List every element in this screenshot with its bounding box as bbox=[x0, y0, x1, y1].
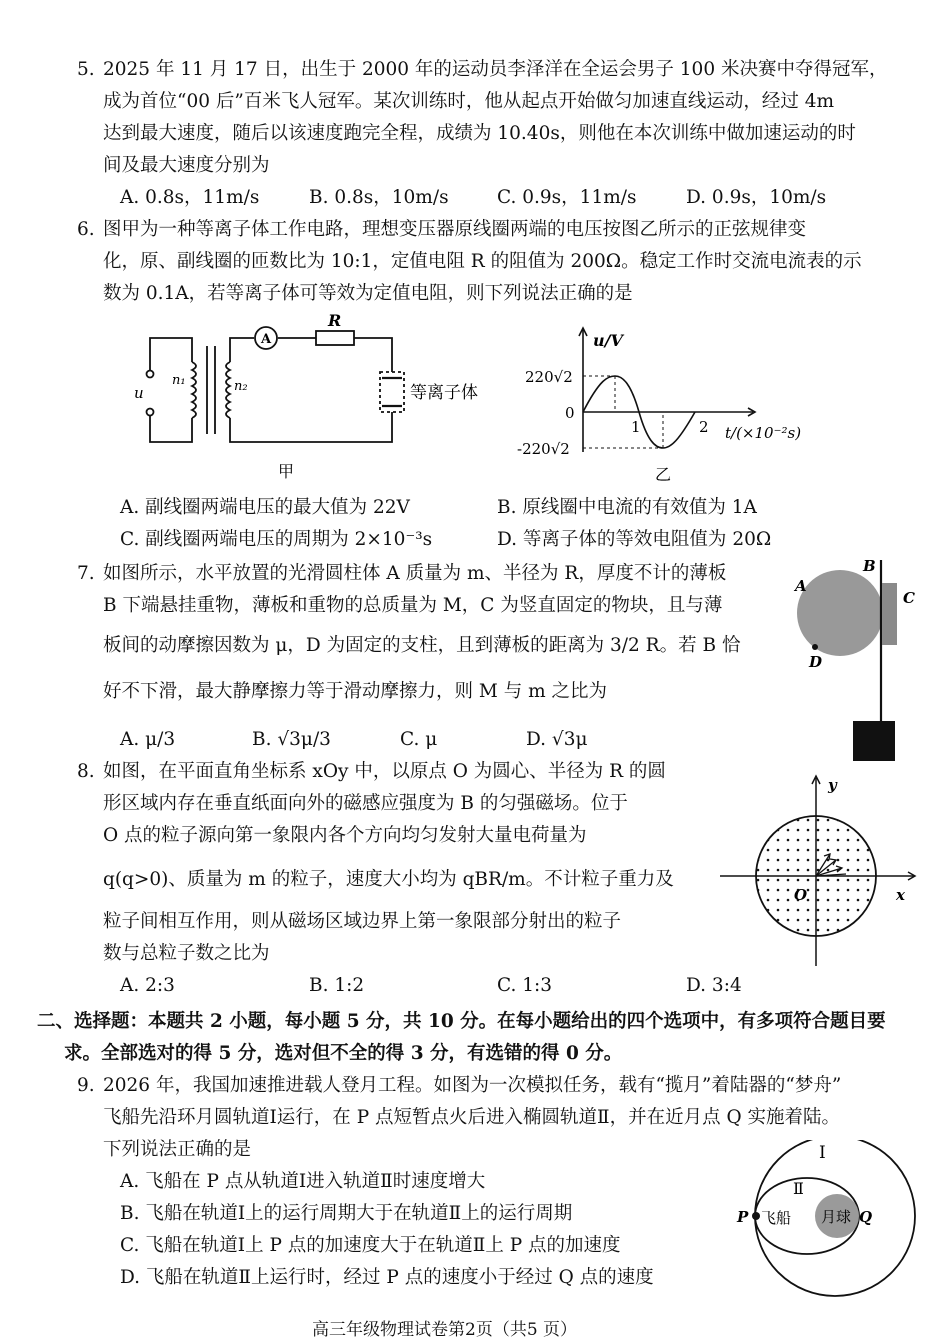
field-dot bbox=[817, 849, 820, 852]
field-dot bbox=[767, 859, 770, 862]
field-dot bbox=[867, 869, 870, 872]
field-dot bbox=[867, 889, 870, 892]
field-dot bbox=[777, 839, 780, 842]
resistor-label: R bbox=[328, 312, 342, 330]
field-dot bbox=[797, 849, 800, 852]
field-dot bbox=[807, 889, 810, 892]
field-dot bbox=[817, 819, 820, 822]
field-dot bbox=[807, 849, 810, 852]
field-dot bbox=[877, 889, 880, 892]
q8-line-5: 粒子间相互作用，则从磁场区域边界上第一象限部分射出的粒子 bbox=[103, 911, 622, 932]
field-dot bbox=[797, 879, 800, 882]
field-dot bbox=[767, 849, 770, 852]
field-dot bbox=[847, 839, 850, 842]
n1-label: n₁ bbox=[172, 373, 186, 388]
field-dot bbox=[857, 889, 860, 892]
field-dot bbox=[827, 849, 830, 852]
field-dot bbox=[757, 909, 760, 912]
field-dot bbox=[827, 869, 830, 872]
field-dot bbox=[837, 899, 840, 902]
field-dot bbox=[817, 829, 820, 832]
y-zero-label: 0 bbox=[565, 404, 575, 422]
label-a: A bbox=[795, 577, 807, 595]
x-axis-label: t/(×10⁻²s) bbox=[725, 424, 802, 442]
point-p-label: P bbox=[737, 1208, 749, 1226]
field-dot bbox=[807, 909, 810, 912]
field-dot bbox=[777, 929, 780, 932]
q6-option-c: C. 副线圈两端电压的周期为 2×10⁻³s bbox=[120, 529, 433, 550]
field-dot bbox=[807, 869, 810, 872]
field-dot bbox=[787, 889, 790, 892]
q8-number: 8. bbox=[77, 761, 95, 782]
q9-line-2: 飞船先沿环月圆轨道Ⅰ运行，在 P 点短暂点火后进入椭圆轨道Ⅱ，并在近月点 Q 实施着陆。 bbox=[103, 1107, 841, 1128]
field-dot bbox=[767, 819, 770, 822]
q6-option-d: D. 等离子体的等效电阻值为 20Ω bbox=[497, 529, 772, 550]
field-dot bbox=[837, 889, 840, 892]
q6-option-b: B. 原线圈中电流的有效值为 1A bbox=[497, 497, 757, 518]
field-dot bbox=[787, 839, 790, 842]
label-d: D bbox=[809, 653, 823, 671]
field-dot bbox=[807, 929, 810, 932]
field-dot bbox=[777, 819, 780, 822]
q7-option-c: C. μ bbox=[400, 729, 438, 750]
field-dot bbox=[847, 909, 850, 912]
q6-line-3: 数为 0.1A，若等离子体可等效为定值电阻，则下列说法正确的是 bbox=[103, 283, 633, 304]
section2-line-2: 求。全部选对的得 5 分，选对但不全的得 3 分，有选错的得 0 分。 bbox=[64, 1043, 623, 1064]
field-dot bbox=[767, 869, 770, 872]
field-dot bbox=[867, 879, 870, 882]
field-dot bbox=[827, 889, 830, 892]
field-dot bbox=[857, 819, 860, 822]
field-dot bbox=[877, 919, 880, 922]
field-dot bbox=[877, 909, 880, 912]
q7-line-2: B 下端悬挂重物，薄板和重物的总质量为 M，C 为竖直固定的物块，且与薄 bbox=[103, 595, 723, 616]
q5-line-2: 成为首位“00 后”百米飞人冠军。某次训练时，他从起点开始做匀加速直线运动，经过 4m bbox=[103, 91, 835, 112]
field-dot bbox=[777, 849, 780, 852]
field-dot bbox=[857, 929, 860, 932]
q9-option-c: C. 飞船在轨道Ⅰ上 P 点的加速度大于在轨道Ⅱ上 P 点的加速度 bbox=[120, 1235, 621, 1256]
field-dot bbox=[867, 919, 870, 922]
q9-option-b: B. 飞船在轨道Ⅰ上的运行周期大于在轨道Ⅱ上的运行周期 bbox=[120, 1203, 573, 1224]
q8-line-1: 如图，在平面直角坐标系 xOy 中，以原点 O 为圆心、半径为 R 的圆 bbox=[103, 761, 666, 782]
label-b: B bbox=[863, 557, 876, 575]
field-dot bbox=[827, 829, 830, 832]
point-q-label: Q bbox=[859, 1208, 873, 1226]
circuit-figure bbox=[120, 312, 500, 492]
q5-line-1: 2025 年 11 月 17 日，出生于 2000 年的运动员李泽洋在全运会男子 100 米决赛中夺得冠军， bbox=[103, 59, 888, 80]
field-dot bbox=[877, 849, 880, 852]
field-dot bbox=[867, 819, 870, 822]
q7-line-1: 如图所示，水平放置的光滑圆柱体 A 质量为 m、半径为 R，厚度不计的薄板 bbox=[103, 563, 727, 584]
orbit-1-label: Ⅰ bbox=[819, 1143, 826, 1163]
q6-line-2: 化，原、副线圈的匝数比为 10:1，定值电阻 R 的阻值为 200Ω。稳定工作时交流电流表的示 bbox=[103, 251, 862, 272]
field-dot bbox=[877, 929, 880, 932]
field-dot bbox=[857, 899, 860, 902]
q6-option-a: A. 副线圈两端电压的最大值为 22V bbox=[120, 497, 410, 518]
field-dot bbox=[847, 919, 850, 922]
q8-option-c: C. 1:3 bbox=[497, 975, 553, 996]
field-dot bbox=[837, 919, 840, 922]
field-dot bbox=[857, 829, 860, 832]
field-dot bbox=[767, 929, 770, 932]
q5-option-a: A. 0.8s，11m/s bbox=[120, 187, 260, 208]
field-dot bbox=[767, 879, 770, 882]
field-dot bbox=[827, 839, 830, 842]
block-c bbox=[882, 583, 897, 645]
field-dot bbox=[877, 869, 880, 872]
field-dot bbox=[757, 929, 760, 932]
field-dot bbox=[777, 869, 780, 872]
field-dot bbox=[857, 839, 860, 842]
field-dot bbox=[777, 899, 780, 902]
orbit-figure bbox=[735, 1140, 925, 1305]
field-dot bbox=[817, 879, 820, 882]
field-dot bbox=[837, 849, 840, 852]
field-dot bbox=[847, 879, 850, 882]
field-dot bbox=[827, 909, 830, 912]
field-dot bbox=[797, 859, 800, 862]
q9-option-a: A. 飞船在 P 点从轨道Ⅰ进入轨道Ⅱ时速度增大 bbox=[120, 1171, 486, 1192]
field-dot bbox=[767, 829, 770, 832]
field-dot bbox=[827, 879, 830, 882]
y-axis-label: u/V bbox=[593, 331, 623, 350]
field-dot bbox=[777, 909, 780, 912]
q8-option-b: B. 1:2 bbox=[309, 975, 365, 996]
field-dot bbox=[847, 889, 850, 892]
field-dot bbox=[857, 909, 860, 912]
field-dot bbox=[857, 849, 860, 852]
field-dot bbox=[797, 829, 800, 832]
q5-line-3: 达到最大速度，随后以该速度跑完全程，成绩为 10.40s，则他在本次训练中做加速运动的时 bbox=[103, 123, 856, 144]
field-dot bbox=[857, 869, 860, 872]
field-dot bbox=[867, 859, 870, 862]
field-dot bbox=[767, 899, 770, 902]
field-dot bbox=[807, 829, 810, 832]
q5-option-d: D. 0.9s，10m/s bbox=[686, 187, 827, 208]
q7-option-a: A. μ/3 bbox=[120, 729, 176, 750]
field-dot bbox=[877, 899, 880, 902]
q5-option-b: B. 0.8s，10m/s bbox=[309, 187, 449, 208]
field-dot bbox=[847, 899, 850, 902]
field-dot bbox=[827, 819, 830, 822]
ship-label: 飞船 bbox=[761, 1209, 792, 1227]
q9-option-d: D. 飞船在轨道Ⅱ上运行时，经过 P 点的速度小于经过 Q 点的速度 bbox=[120, 1267, 654, 1288]
field-dot bbox=[807, 879, 810, 882]
field-dot bbox=[847, 819, 850, 822]
field-dot bbox=[767, 889, 770, 892]
field-dot bbox=[807, 919, 810, 922]
field-dot bbox=[807, 859, 810, 862]
field-dot bbox=[867, 829, 870, 832]
q5-line-4: 间及最大速度分别为 bbox=[103, 155, 270, 176]
q7-number: 7. bbox=[77, 563, 95, 584]
orbit-2-label: Ⅱ bbox=[793, 1179, 804, 1198]
field-dot bbox=[787, 869, 790, 872]
field-dot bbox=[837, 909, 840, 912]
field-dot bbox=[817, 889, 820, 892]
velocity-arrows bbox=[816, 854, 846, 876]
ship-point bbox=[752, 1212, 760, 1220]
field-dot bbox=[787, 909, 790, 912]
field-dot bbox=[807, 819, 810, 822]
field-dot bbox=[757, 819, 760, 822]
q9-line-1: 2026 年，我国加速推进载人登月工程。如图为一次模拟任务，载有“揽月”着陆器的“梦舟” bbox=[103, 1075, 842, 1096]
field-dot bbox=[817, 899, 820, 902]
source-u-label: u bbox=[134, 384, 144, 402]
cylinder-plate-figure bbox=[785, 555, 935, 765]
x-tick-1: 1 bbox=[631, 418, 641, 436]
field-dot bbox=[847, 929, 850, 932]
field-dot bbox=[757, 849, 760, 852]
field-dot bbox=[817, 929, 820, 932]
field-dot bbox=[867, 839, 870, 842]
x-tick-2: 2 bbox=[699, 418, 709, 436]
y-bottom-label: -220√2 bbox=[517, 440, 570, 458]
moon-label: 月球 bbox=[821, 1208, 852, 1226]
field-dot bbox=[777, 889, 780, 892]
field-dot bbox=[877, 839, 880, 842]
field-dot bbox=[837, 839, 840, 842]
post-d bbox=[812, 644, 818, 650]
field-dot bbox=[827, 919, 830, 922]
field-dot bbox=[787, 899, 790, 902]
field-dot bbox=[777, 879, 780, 882]
q7-option-d: D. √3μ bbox=[526, 729, 588, 750]
q9-number: 9. bbox=[77, 1075, 95, 1096]
field-dot bbox=[787, 849, 790, 852]
q8-option-d: D. 3:4 bbox=[686, 975, 742, 996]
q8-option-a: A. 2:3 bbox=[120, 975, 175, 996]
q6-line-1: 图甲为一种等离子体工作电路，理想变压器原线圈两端的电压按图乙所示的正弦规律变 bbox=[103, 219, 807, 240]
field-dot bbox=[877, 819, 880, 822]
label-c: C bbox=[903, 589, 915, 607]
field-dot bbox=[757, 839, 760, 842]
field-dot bbox=[777, 859, 780, 862]
field-dot bbox=[867, 899, 870, 902]
field-dot bbox=[787, 829, 790, 832]
field-dot bbox=[837, 859, 840, 862]
field-dot bbox=[807, 899, 810, 902]
field-dot bbox=[767, 919, 770, 922]
field-dot bbox=[877, 829, 880, 832]
n2-label: n₂ bbox=[234, 379, 248, 394]
field-dot bbox=[857, 879, 860, 882]
field-dot bbox=[837, 829, 840, 832]
section2-line-1: 二、选择题：本题共 2 小题，每小题 5 分，共 10 分。在每小题给出的四个选项中，有多项符合题目要 bbox=[37, 1011, 886, 1032]
field-dot bbox=[847, 869, 850, 872]
field-dot bbox=[757, 919, 760, 922]
field-dot bbox=[847, 829, 850, 832]
field-dot bbox=[857, 859, 860, 862]
axis-y-label: y bbox=[828, 776, 837, 794]
cylinder-a bbox=[797, 570, 883, 656]
field-dot bbox=[797, 869, 800, 872]
q5-option-c: C. 0.9s，11m/s bbox=[497, 187, 637, 208]
field-dot bbox=[787, 919, 790, 922]
field-dot bbox=[817, 859, 820, 862]
q8-line-4: q(q>0)、质量为 m 的粒子，速度大小均为 qBR/m。不计粒子重力及 bbox=[103, 869, 674, 890]
magnetic-field-figure bbox=[718, 770, 930, 970]
q5-number: 5. bbox=[77, 59, 95, 80]
q8-line-6: 数与总粒子数之比为 bbox=[103, 943, 270, 964]
q9-line-3: 下列说法正确的是 bbox=[103, 1139, 252, 1160]
field-dot bbox=[877, 859, 880, 862]
hanging-weight bbox=[853, 721, 895, 761]
field-dot bbox=[757, 899, 760, 902]
fig-caption-yi: 乙 bbox=[655, 465, 672, 484]
y-top-label: 220√2 bbox=[525, 368, 573, 386]
field-dot bbox=[797, 919, 800, 922]
field-dot bbox=[847, 859, 850, 862]
field-dot bbox=[817, 919, 820, 922]
q6-number: 6. bbox=[77, 219, 95, 240]
q8-line-2: 形区域内存在垂直纸面向外的磁感应强度为 B 的匀强磁场。位于 bbox=[103, 793, 628, 814]
page-footer: 高三年级物理试卷第2页（共5 页） bbox=[312, 1320, 578, 1340]
field-dot bbox=[787, 879, 790, 882]
q8-line-3: O 点的粒子源向第一象限内各个方向均匀发射大量电荷量为 bbox=[103, 825, 587, 846]
field-dot bbox=[817, 909, 820, 912]
q7-line-3: 板间的动摩擦因数为 μ，D 为固定的支柱，且到薄板的距离为 3/2 R。若 B 恰 bbox=[103, 635, 741, 656]
field-dot bbox=[807, 839, 810, 842]
fig-caption-jia: 甲 bbox=[278, 462, 295, 481]
origin-label: O bbox=[794, 886, 808, 904]
field-dot bbox=[837, 879, 840, 882]
field-dot bbox=[827, 929, 830, 932]
field-dot bbox=[827, 899, 830, 902]
axis-x-label: x bbox=[896, 886, 905, 904]
field-dot bbox=[817, 839, 820, 842]
field-dot bbox=[847, 849, 850, 852]
q7-line-4: 好不下滑，最大静摩擦力等于滑动摩擦力，则 M 与 m 之比为 bbox=[103, 681, 608, 702]
field-dot bbox=[797, 929, 800, 932]
plasma-label: 等离子体 bbox=[410, 383, 478, 403]
field-dot bbox=[787, 859, 790, 862]
field-dot bbox=[797, 839, 800, 842]
field-dot bbox=[877, 879, 880, 882]
q7-option-b: B. √3μ/3 bbox=[252, 729, 331, 750]
ammeter-label: A bbox=[260, 332, 272, 347]
field-dot bbox=[867, 929, 870, 932]
field-dot bbox=[797, 909, 800, 912]
voltage-graph bbox=[505, 314, 815, 494]
field-dot bbox=[757, 829, 760, 832]
field-dot bbox=[787, 819, 790, 822]
